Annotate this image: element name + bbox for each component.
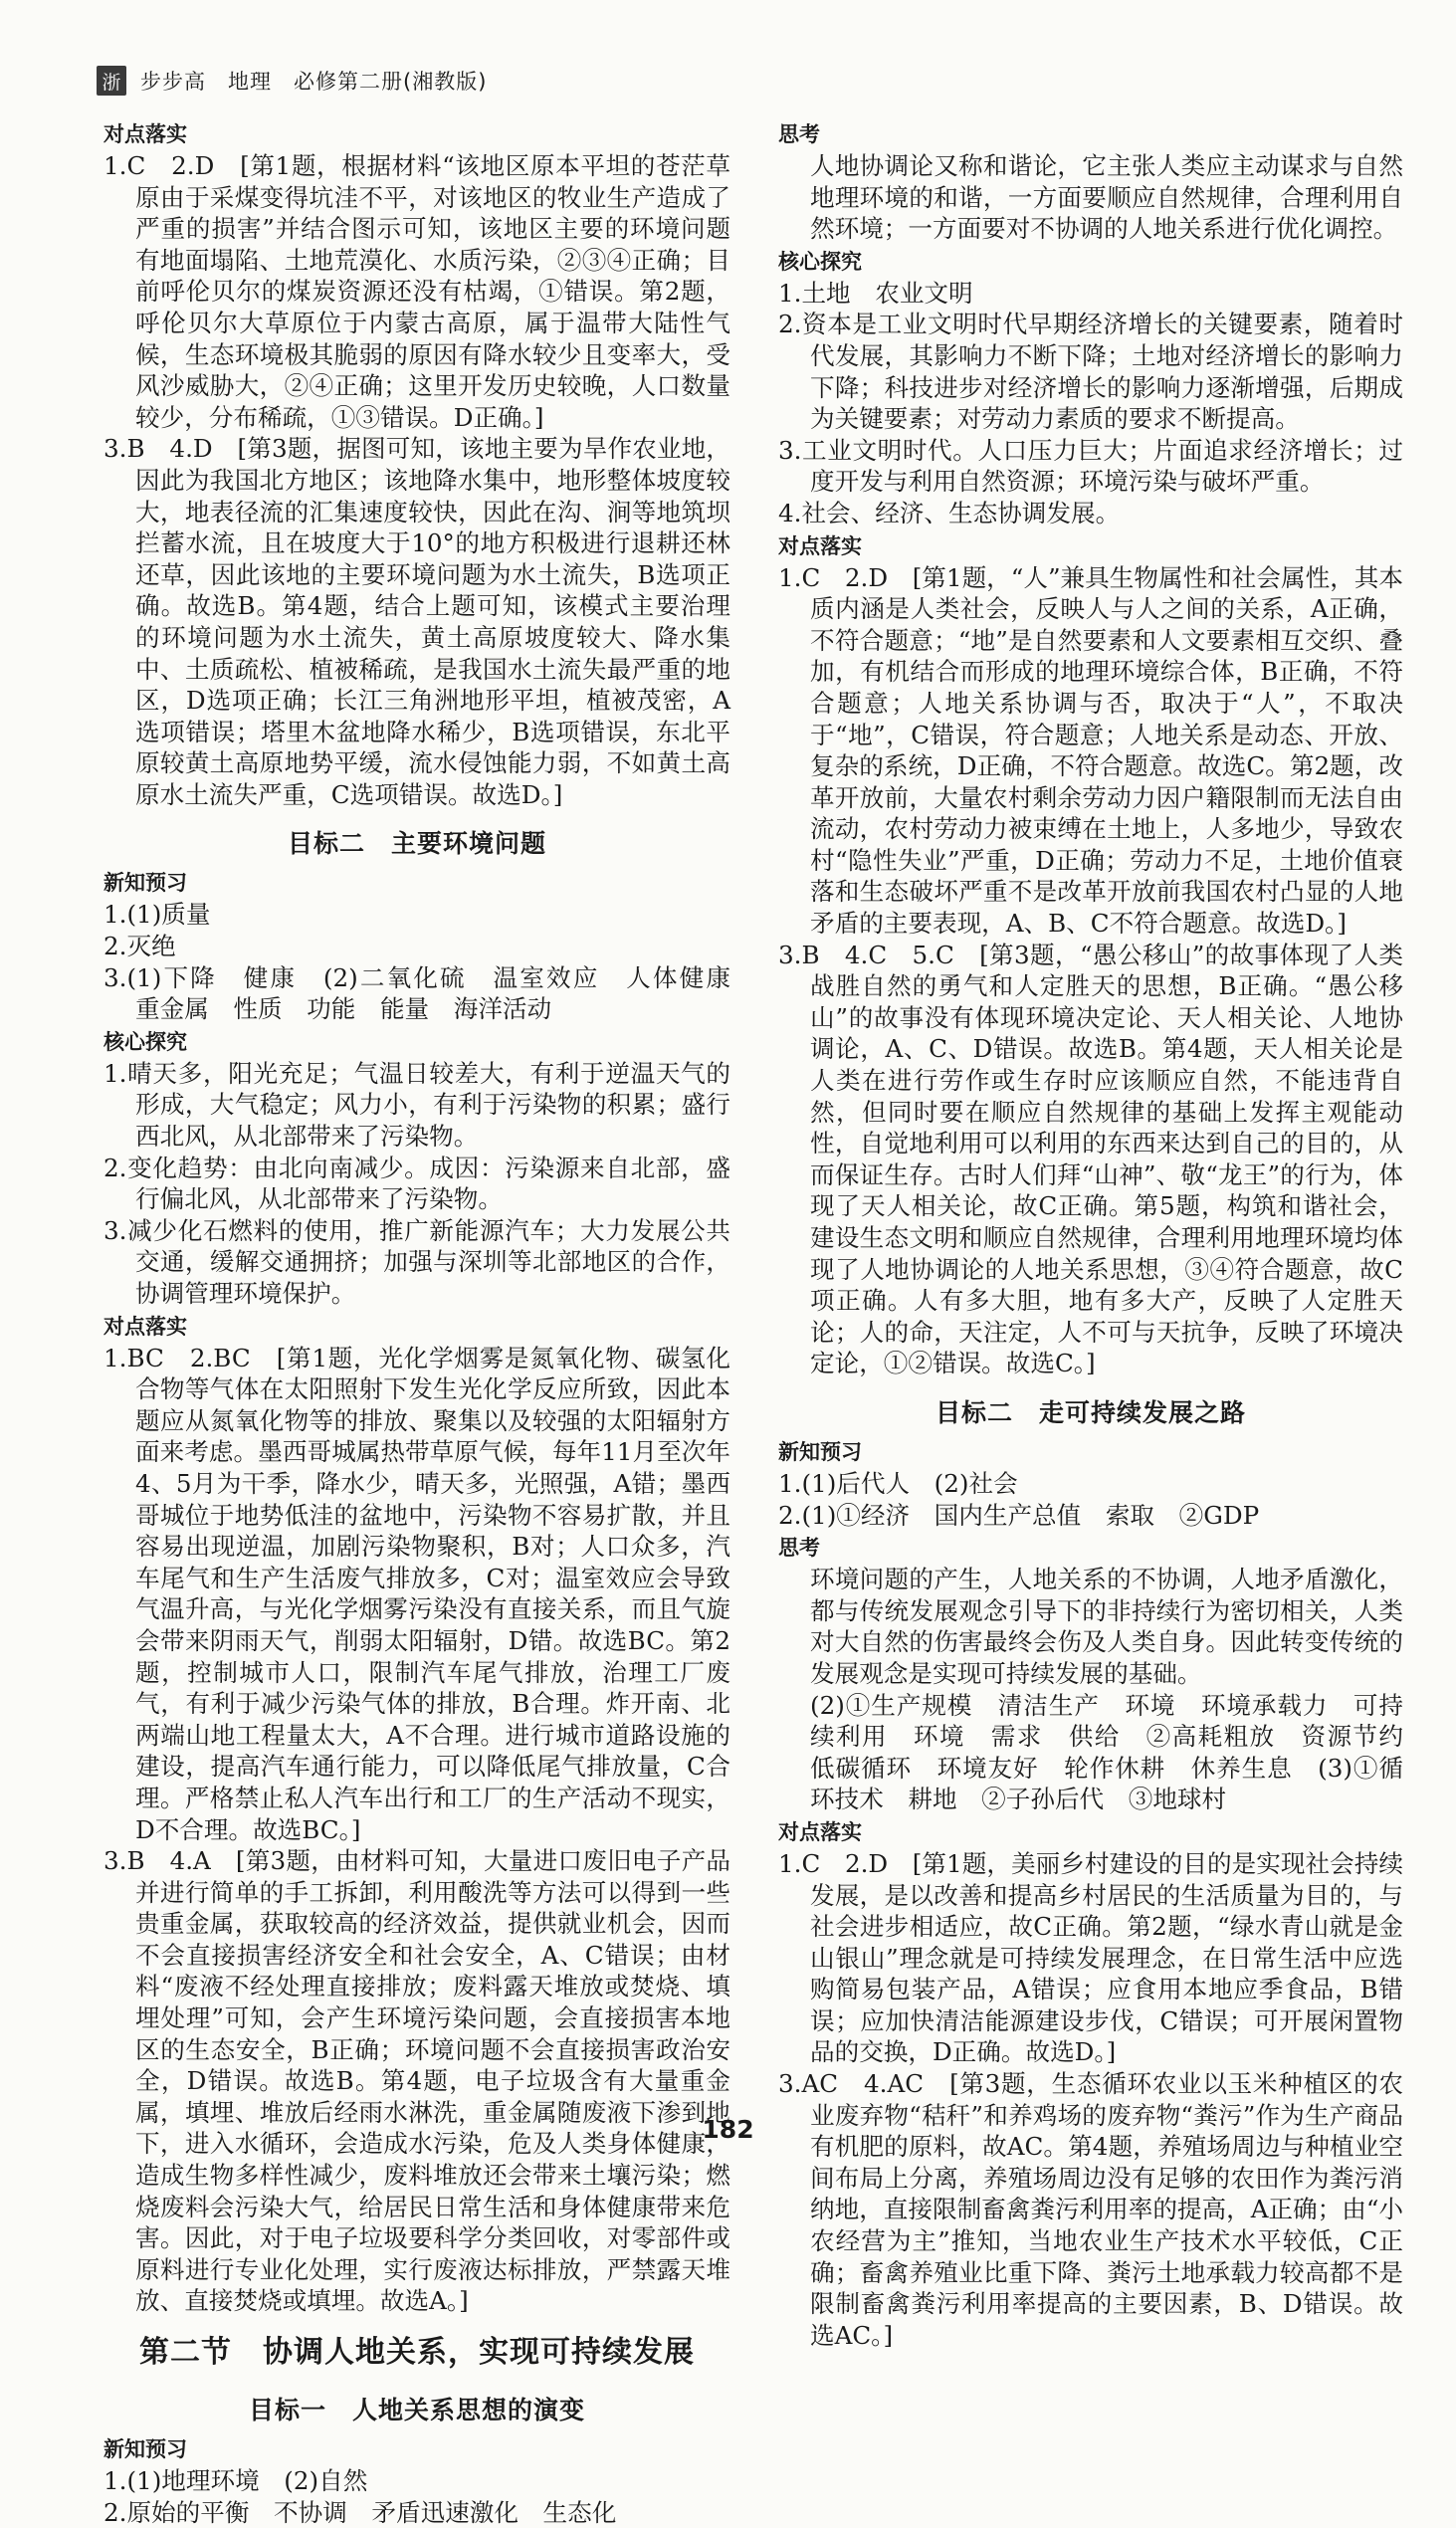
book-title: 步步高 地理 必修第二册(湘教版) [140, 70, 488, 94]
answer-paragraph: 3.B 4.D [第3题，据图可知，该地主要为旱作农业地，因此为我国北方地区；该地降水集中，地形整体坡度较大，地表径流的汇集速度较快，因此在沟、涧等地筑坝拦蓄水流，且在坡度大于10°的地方积极进行退耕还林还草，因此该地的主要环境问题为水土流失，B选项正确。故选B。第4题，结合上题可知，该模式主要治理的环境问题为水土流失，黄土高原坡度较大、降水集中、土质疏松、植被稀疏，是我国水土流失最严重的地区，D选项正确；长江三角洲地形平坦，植被茂密，A选项错误；塔里木盆地降水稀少，B选项错误，东北平原较黄土高原地势平缓，流水侵蚀能力弱，不如黄土高原水土流失严重，C选项错误。故选D。] [104, 434, 730, 809]
page-header [97, 64, 1370, 98]
goal-title: 目标一 人地关系思想的演变 [248, 2396, 585, 2424]
province-badge: 浙 [97, 66, 126, 96]
section-heading: 对点落实 [104, 1314, 187, 1339]
section-title: 第二节 协调人地关系，实现可持续发展 [139, 2335, 695, 2370]
section-heading: 新知预习 [104, 871, 187, 896]
section-heading: 新知预习 [104, 2437, 187, 2461]
list-item: 2.灭绝 [104, 932, 176, 961]
think-paragraph: (2)①生产规模 清洁生产 环境 环境承载力 可持续利用 环境 需求 供给 ②高耗粗放 资源节约 低碳循环 环境友好 轮作休耕 休养生息 (3)①循环技术 耕地 ②子孙后代 ③地球村 [810, 1690, 1428, 1814]
right-column [778, 117, 1428, 2351]
page-number: 182 [702, 2115, 754, 2144]
section-heading: 新知预习 [778, 1439, 862, 1464]
answer-paragraph: 1.C 2.D [第1题，“人”兼具生物属性和社会属性，其本质内涵是人类社会，反映人与人之间的关系，A正确，不符合题意；“地”是自然要素和人文要素相互交织、叠加，有机结合而形成的地理环境综合体，B正确，不符合题意；人地关系协调与否，取决于“人”，不取决于“地”，C错误，符合题意；人地关系是动态、开放、复杂的系统，D正确，不符合题意。故选C。第2题，改革开放前，大量农村剩余劳动力因户籍限制而无法自由流动，农村劳动力被束缚在土地上，人多地少，导致农村“隐性失业”严重，D正确；劳动力不足，土地价值衰落和生态破坏严重不是改革开放前我国农村凸显的人地矛盾的主要表现，A、B、C不符合题意。故选D。] [778, 562, 1403, 939]
list-item: 2.(1)①经济 国内生产总值 索取 ②GDP [778, 1500, 1260, 1530]
list-item: 1.土地 农业文明 [778, 278, 973, 308]
section-heading: 对点落实 [104, 122, 187, 146]
answer-paragraph: 3.AC 4.AC [第3题，生态循环农业以玉米种植区的农业废弃物“秸秆”和养鸡场的废弃物“粪污”作为生产商品有机肥的原料，故AC。第4题，养殖场周边与种植业空间布局上分离，养殖场周边没有足够的农田作为粪污消纳地，直接限制畜禽粪污利用率的提高，A正确；由“小农经营为主”推知，当地农业生产技术水平较低，C正确；畜禽养殖业比重下降、粪污土地承载力较高都不是限制畜禽粪污利用率提高的主要因素，B、D错误。故选AC。] [778, 2069, 1403, 2350]
section-heading: 对点落实 [778, 533, 862, 558]
answer-paragraph: 1.BC 2.BC [第1题，光化学烟雾是氮氧化物、碳氢化合物等气体在太阳照射下发生光化学反应所致，因此本题应从氮氧化物等的排放、聚集以及较强的太阳辐射方面来考虑。墨西哥城属热带草原气候，每年11月至次年4、5月为干季，降水少，晴天多，光照强，A错；墨西哥城位于地势低洼的盆地中，污染物不容易扩散，并且容易出现逆温，加剧污染物聚积，B对；人口众多，汽车尾气和生产生活废气排放多，C对；温室效应会导致气温升高，与光化学烟雾污染没有直接关系，而且气旋会带来阴雨天气，削弱太阳辐射，D错。故选BC。第2题，控制城市人口，限制汽车尾气排放，治理工厂废气，有利于减少污染气体的排放，B合理。炸开南、北两端山地工程量太大，A不合理。进行城市道路设施的建设，提高汽车通行能力，可以降低尾气排放量，C合理。严格禁止私人汽车出行和工厂的生产活动不现实，D不合理。故选BC。] [104, 1343, 730, 1844]
section-heading: 思考 [778, 1536, 820, 1561]
section-heading: 对点落实 [778, 1819, 862, 1844]
list-item: 3.工业文明时代。人口压力巨大；片面追求经济增长；过度开发与利用自然资源；环境污染与破坏严重。 [778, 435, 1403, 497]
goal-title: 目标二 走可持续发展之路 [935, 1397, 1246, 1427]
list-item: 2.变化趋势：由北向南减少。成因：污染源来自北部，盛行偏北风，从北部带来了污染物。 [104, 1153, 730, 1214]
answer-paragraph: 1.C 2.D [第1题，美丽乡村建设的目的是实现社会持续发展，是以改善和提高乡村居民的生活质量为目的，与社会进步相适应，故C正确。第2题，“绿水青山就是金山银山”理念就是可持续发展理念，在日常生活中应选购简易包装产品，A错误；应食用本地应季食品，B错误；应加快清洁能源建设步伐，C错误；可开展闲置物品的交换，D正确。故选D。] [778, 1848, 1403, 2067]
list-item: 1.(1)地理环境 (2)自然 [104, 2466, 368, 2495]
think-paragraph: 人地协调论又称和谐论，它主张人类应主动谋求与自然地理环境的和谐，一方面要顺应自然规律，合理利用自然环境；一方面要对不协调的人地关系进行优化调控。 [810, 151, 1403, 244]
answer-paragraph: 1.C 2.D [第1题，根据材料“该地区原本平坦的苍茫草原由于采煤变得坑洼不平，对该地区的牧业生产造成了严重的损害”并结合图示可知，该地区主要的环境问题有地面塌陷、土地荒漠化、水质污染，②③④正确；目前呼伦贝尔的煤炭资源还没有枯竭，①错误。第2题，呼伦贝尔大草原位于内蒙古高原，属于温带大陆性气候，生态环境极其脆弱的原因有降水较少且变率大，受风沙威胁大，②④正确；这里开发历史较晚，人口数量较少，分布稀疏，①③错误。D正确。] [104, 151, 730, 432]
list-item: 3.(1)下降 健康 (2)二氧化硫 温室效应 人体健康 重金属 性质 功能 能量 海洋活动 [104, 962, 755, 1024]
list-item: 1.(1)质量 [104, 900, 211, 930]
section-heading: 核心探究 [104, 1029, 187, 1054]
list-item: 1.晴天多，阳光充足；气温日较差大，有利于逆温天气的形成，大气稳定；风力小，有利于污染物的积累；盛行西北风，从北部带来了污染物。 [104, 1058, 730, 1152]
list-item: 3.减少化石燃料的使用，推广新能源汽车；大力发展公共交通，缓解交通拥挤；加强与深圳等北部地区的合作，协调管理环境保护。 [104, 1215, 730, 1308]
answer-paragraph: 3.B 4.A [第3题，由材料可知，大量进口废旧电子产品并进行简单的手工拆卸，利用酸洗等方法可以得到一些贵重金属，获取较高的经济效益，提供就业机会，因而不会直接损害经济安全和社会安全，A、C错误；由材料“废液不经处理直接排放；废料露天堆放或焚烧、填埋处理”可知，会产生环境污染问题，会直接损害本地区的生态安全，B正确；环境问题不会直接损害政治安全，D错误。故选B。第4题，电子垃圾含有大量重金属，填埋、堆放后经雨水淋洗，重金属随废液下渗到地下，进入水循环，会造成水污染，危及人类身体健康，造成生物多样性减少，废料堆放还会带来土壤污染；燃烧废料会污染大气，给居民日常生活和身体健康带来危害。因此，对于电子垃圾要科学分类回收，对零部件或原料进行专业化处理，实行废液达标排放，严禁露天堆放、直接焚烧或填埋。故选A。] [104, 1846, 730, 2316]
list-item: 2.资本是工业文明时代早期经济增长的关键要素，随着时代发展，其影响力不断下降；土地对经济增长的影响力下降；科技进步对经济增长的影响力逐渐增强，后期成为关键要素；对劳动力素质的要求不断提高。 [778, 310, 1403, 434]
section-heading: 核心探究 [778, 249, 862, 274]
section-heading: 思考 [778, 122, 820, 146]
think-paragraph: 环境问题的产生，人地关系的不协调，人地矛盾激化，都与传统发展观念引导下的非持续行为密切相关，人类对大自然的伤害最终会伤及人类自身。因此转变传统的发展观念是实现可持续发展的基础。 [810, 1565, 1403, 1688]
list-item: 2.原始的平衡 不协调 矛盾迅速激化 生态化 [104, 2497, 617, 2527]
answer-paragraph: 3.B 4.C 5.C [第3题，“愚公移山”的故事体现了人类战胜自然的勇气和人定胜天的思想，B正确。“愚公移山”的故事没有体现环境决定论、天人相关论、人地协调论，A、C、D错误。故选B。第4题，天人相关论是人类在进行劳作或生存时应该顺应自然，不能违背自然，但同时要在顺应自然规律的基础上发挥主观能动性，自觉地利用可以利用的东西来达到自己的目的，从而保证生存。古时人们拜“山神”、敬“龙王”的行为，体现了天人相关论，故C正确。第5题，构筑和谐社会，建设生态文明和顺应自然规律，合理利用地理环境均体现了人地协调论的人地关系思想，③④符合题意，故C项正确。人有多大胆，地有多大产，反映了人定胜天论；人的命，天注定，人不可与天抗争，反映了环境决定论，①②错误。故选C。] [778, 940, 1403, 1378]
list-item: 4.社会、经济、生态协调发展。 [778, 498, 1121, 527]
goal-title: 目标二 主要环境问题 [287, 829, 546, 859]
list-item: 1.(1)后代人 (2)社会 [778, 1468, 1018, 1498]
